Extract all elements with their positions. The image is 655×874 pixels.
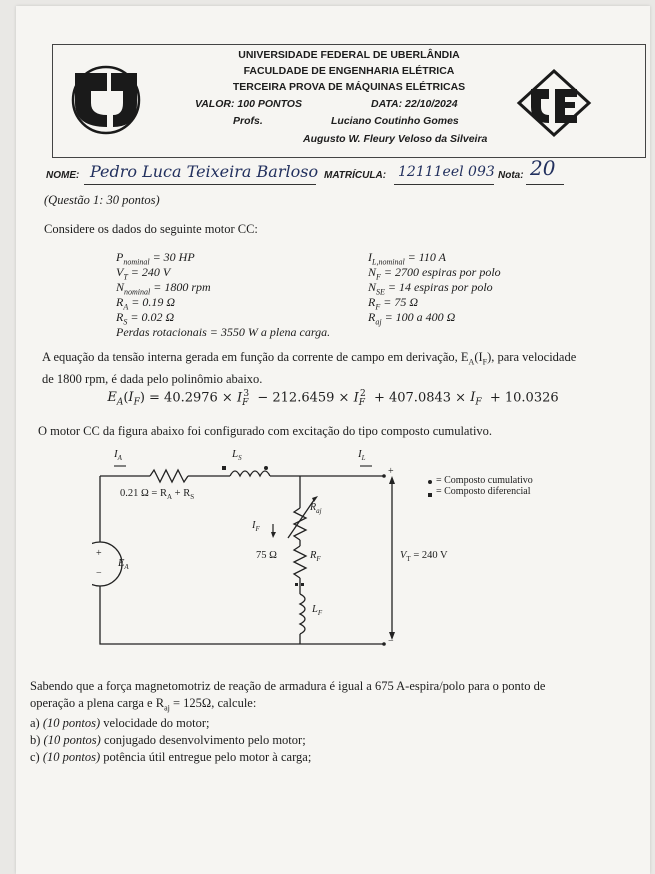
label-rf-value: 75 Ω — [256, 550, 277, 561]
data-perdas: Perdas rotacionais = 3550 W a plena carga. — [116, 325, 331, 339]
legend-diferencial: = Composto diferencial — [436, 486, 531, 497]
exam-date: DATA: 22/10/2024 — [371, 98, 458, 110]
profs-label: Profs. — [233, 115, 263, 127]
label-ea: $E_A$ — [118, 558, 129, 572]
question-intro: Considere os dados do seguinte motor CC: — [44, 222, 258, 236]
prof-2: Augusto W. Fleury Veloso da Silveira — [303, 133, 488, 145]
label-rf: $R_F$ — [310, 550, 321, 564]
data-raj: $R_{aj} = 100$ a 400 Ω — [368, 310, 456, 327]
data-rf: $R_F = 75$ Ω — [368, 295, 419, 312]
exam-title: TERCEIRA PROVA DE MÁQUINAS ELÉTRICAS — [232, 81, 466, 93]
terminal-plus: + — [388, 466, 394, 477]
source-plus: + — [96, 548, 102, 559]
matricula-label: MATRÍCULA: — [324, 170, 387, 181]
resistor-raj — [294, 508, 306, 540]
inductor-lf — [300, 594, 305, 634]
data-il-nominal: $I_{L,nominal} = 110$ A — [368, 250, 446, 267]
data-p-nominal: $P_{nominal} = 30$ HP — [116, 250, 195, 267]
terminal-minus: − — [388, 636, 394, 647]
prof-1: Luciano Coutinho Gomes — [331, 115, 459, 127]
header-box — [52, 44, 646, 158]
matricula-line — [394, 184, 494, 185]
label-ls: $L_S$ — [232, 448, 242, 463]
university-name: UNIVERSIDADE FEDERAL DE UBERLÂNDIA — [238, 49, 460, 61]
label-il: $I_L$ — [358, 448, 366, 463]
label-if: $I_F$ — [252, 520, 260, 534]
label-lf: $L_F$ — [312, 604, 323, 618]
nota-label: Nota: — [498, 170, 524, 181]
matricula-handwritten: 12111eel 093 — [398, 164, 495, 180]
circuit-intro-paragraph: O motor CC da figura abaixo foi configurado com excitação do tipo composto cumulativo. — [38, 424, 493, 438]
item-a: a) (10 pontos) velocidade do motor; — [30, 716, 210, 730]
item-c: c) (10 pontos) potência útil entregue pelo motor à carga; — [30, 750, 312, 764]
label-ra-rs: 0.21 $\Omega = R_A + R_S$ — [120, 488, 195, 502]
inductor-ls — [230, 471, 270, 476]
label-ia: $I_A$ — [114, 448, 122, 463]
item-b: b) (10 pontos) conjugado desenvolvimento pelo motor; — [30, 733, 306, 747]
legend-cumulativo: = Composto cumulativo — [436, 475, 533, 486]
closing-paragraph: Sabendo que a força magnetomotriz de reação de armadura é igual a 675 A-espira/polo para o ponto de operação a plena carga e $R_{aj} = 125\Omega$, calcule: — [30, 679, 546, 713]
question-title: (Questão 1: 30 pontos) — [44, 193, 160, 207]
data-ra: $R_A = 0.19$ Ω — [116, 295, 176, 312]
nome-label: NOME: — [46, 170, 80, 181]
nota-line — [526, 184, 564, 185]
resistor-ra-rs — [150, 470, 188, 482]
faculty-name: FACULDADE DE ENGENHARIA ELÉTRICA — [243, 65, 455, 77]
data-vt: $V_T = 240$ V — [116, 265, 171, 282]
ea-polynomial-equation: $E_A(I_F) = 40.2976 \times I_F^3 - 212.6459 \times I_F^2 + 407.0843 \times I_F + 10.0326$ — [107, 389, 559, 408]
exam-sheet — [16, 6, 650, 874]
data-nf: $N_F = 2700$ espiras por polo — [368, 265, 501, 282]
nome-handwritten: Pedro Luca Teixeira Barloso — [90, 162, 319, 181]
label-raj: $R_{aj}$ — [310, 502, 322, 515]
data-nse: $N_{SE} = 14$ espiras por polo — [368, 280, 493, 297]
data-rs: $R_S = 0.02$ Ω — [116, 310, 175, 327]
source-minus: − — [96, 568, 102, 579]
data-n-nominal: $N_{nominal} = 1800$ rpm — [116, 280, 211, 297]
equation-intro-paragraph: A equação da tensão interna gerada em função da corrente de campo em derivação, $E_A(I_F)$, para velocidade de 1800 rpm, é dada pelo polinômio abaixo. — [42, 350, 577, 386]
label-vt: $V_T = 240$ V — [400, 550, 448, 564]
nota-handwritten: 20 — [530, 156, 556, 180]
feelt-logo-right — [515, 67, 593, 139]
exam-value: VALOR: 100 PONTOS — [195, 98, 302, 110]
resistor-rf — [294, 546, 306, 578]
nome-line — [84, 184, 316, 185]
